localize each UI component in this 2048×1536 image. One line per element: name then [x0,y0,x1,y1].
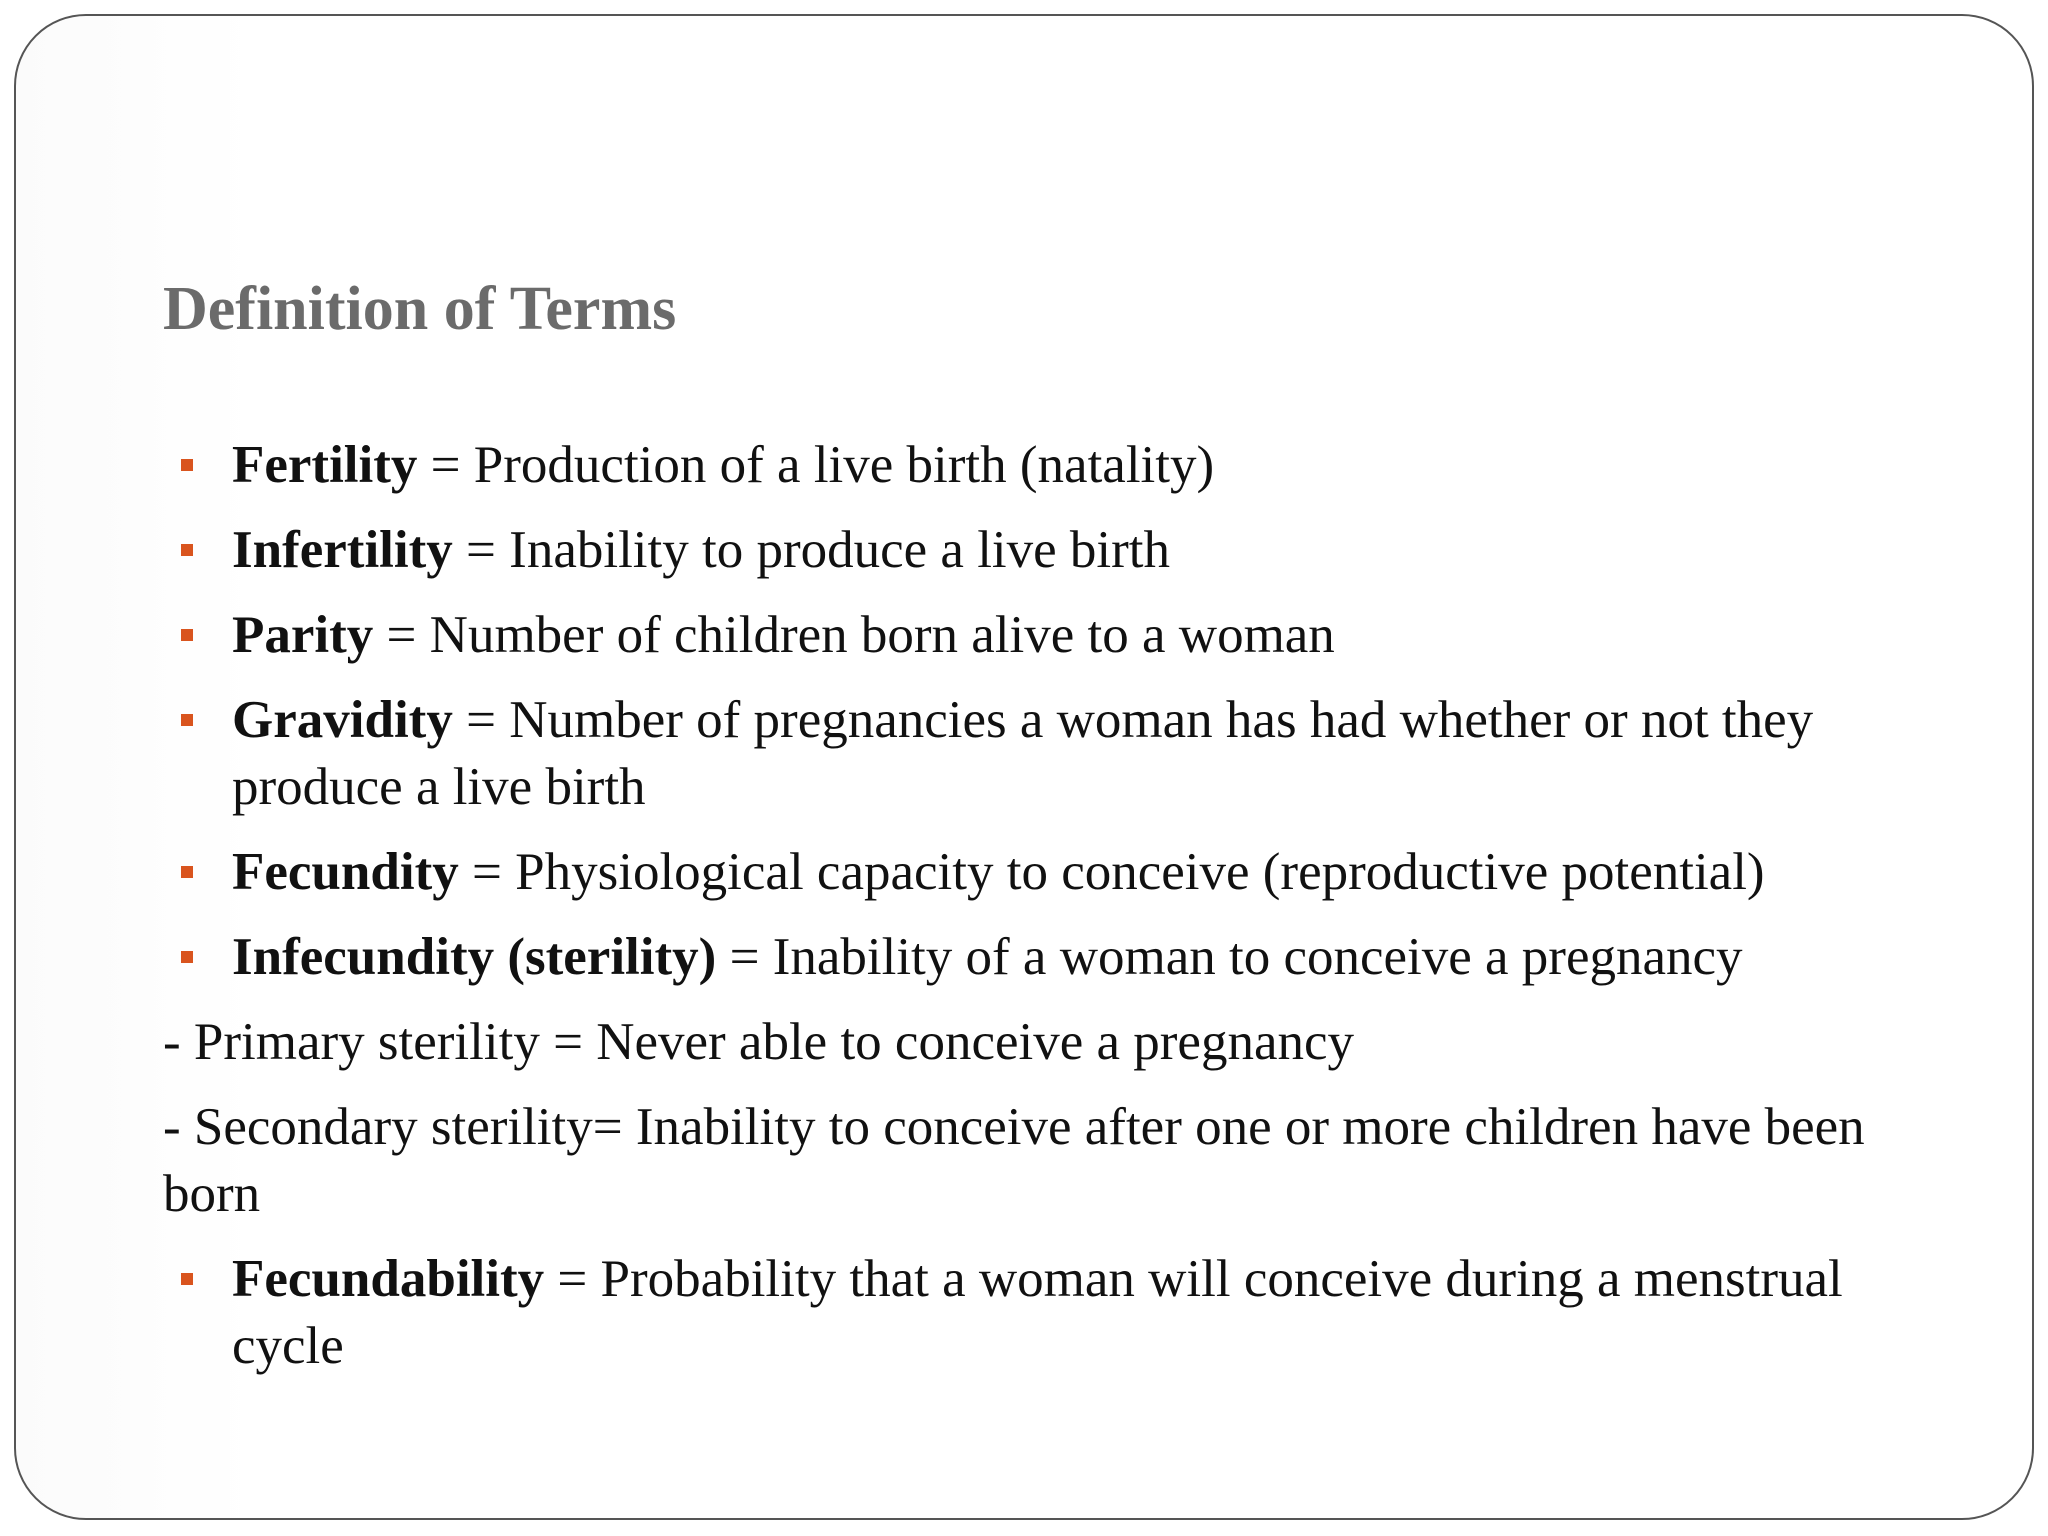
square-bullet-icon [181,951,193,963]
list-item-secondary-sterility [163,1094,1923,1228]
list-item-infecundity [163,924,1923,991]
list-item-fecundity [163,839,1923,906]
term: Gravidity [232,691,453,749]
list-item-fertility [163,432,1923,499]
term: Fecundability [232,1250,545,1308]
definition: = Probability that a woman will conceive during a menstrual cycle [232,1250,1843,1375]
square-bullet-icon [181,866,193,878]
subitem-text: - Secondary sterility= Inability to conceive after one or more children have been born [163,1098,1865,1223]
definition: = Production of a live birth (natality) [417,436,1215,494]
term: Parity [232,606,374,664]
square-bullet-icon [181,544,193,556]
subitem-text: - Primary sterility = Never able to conceive a pregnancy [163,1013,1354,1071]
term: Infecundity (sterility) [232,928,717,986]
list-item-parity [163,602,1923,669]
definition: = Inability of a woman to conceive a pregnancy [716,928,1743,986]
term: Fecundity [232,843,459,901]
definition: = Number of pregnancies a woman has had whether or not they produce a live birth [232,691,1814,816]
slide [14,14,2034,1520]
list-item-fecundability [163,1246,1923,1380]
square-bullet-icon [181,714,193,726]
list-item-gravidity [163,687,1923,821]
slide-title: Definition of Terms [163,275,677,343]
definition: = Number of children born alive to a woman [373,606,1335,664]
square-bullet-icon [181,1273,193,1285]
square-bullet-icon [181,459,193,471]
list-item-infertility [163,517,1923,584]
definition: = Inability to produce a live birth [452,521,1171,579]
square-bullet-icon [181,629,193,641]
term: Infertility [232,521,453,579]
term: Fertility [232,436,418,494]
list-item-primary-sterility [163,1009,1923,1076]
definition-list [163,432,1923,1398]
definition: = Physiological capacity to conceive (reproductive potential) [458,843,1765,901]
